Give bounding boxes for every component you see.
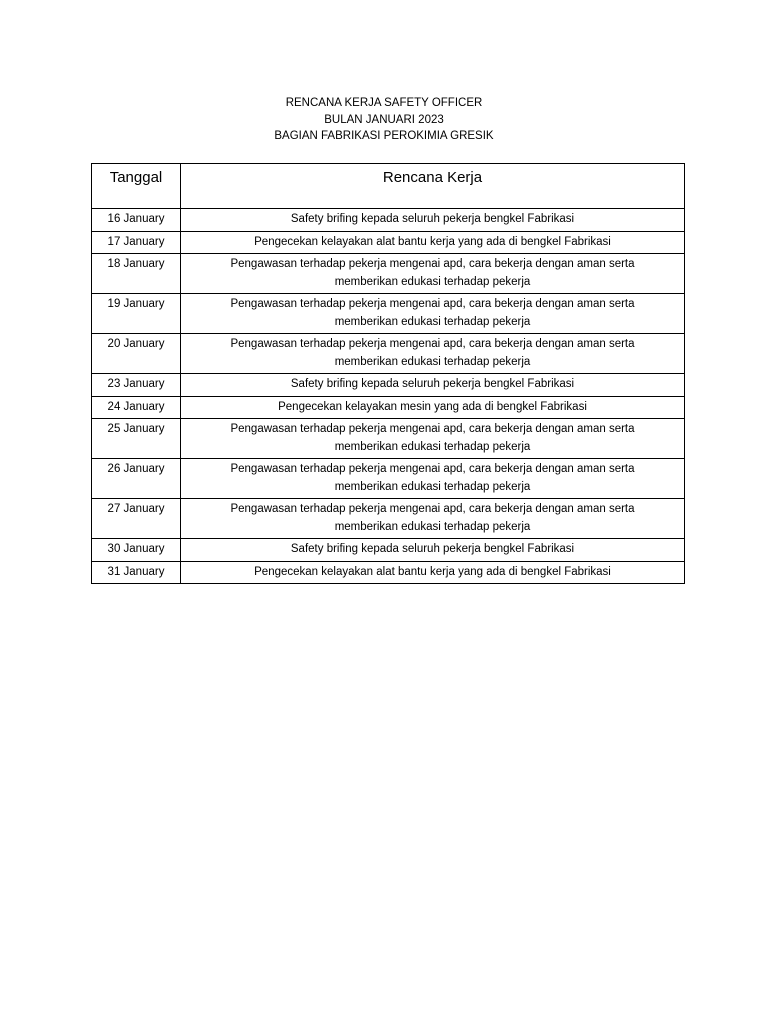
row-date: 31 January bbox=[92, 561, 181, 584]
table-row bbox=[92, 561, 685, 584]
row-plan: Pengecekan kelayakan alat bantu kerja yang ada di bengkel Fabrikasi bbox=[181, 561, 685, 584]
row-date: 27 January bbox=[92, 499, 181, 539]
row-date: 24 January bbox=[92, 396, 181, 419]
header-title: RENCANA KERJA SAFETY OFFICER bbox=[285, 97, 483, 109]
table-row bbox=[92, 334, 685, 374]
table-row bbox=[92, 396, 685, 419]
table-row bbox=[92, 294, 685, 334]
table-header bbox=[92, 164, 685, 209]
row-plan: Pengecekan kelayakan mesin yang ada di bengkel Fabrikasi bbox=[181, 396, 685, 419]
table-row bbox=[92, 459, 685, 499]
column-header-plan: Rencana Kerja bbox=[181, 164, 685, 209]
header-month: BULAN JANUARI 2023 bbox=[324, 113, 444, 126]
row-date: 16 January bbox=[92, 209, 181, 232]
row-plan: Pengawasan terhadap pekerja mengenai apd, cara bekerja dengan aman serta memberikan edukasi terhadap pekerja bbox=[181, 334, 685, 374]
document-header bbox=[0, 95, 768, 145]
row-date: 23 January bbox=[92, 374, 181, 397]
row-plan: Pengawasan terhadap pekerja mengenai apd, cara bekerja dengan aman serta memberikan edukasi terhadap pekerja bbox=[181, 294, 685, 334]
table-row bbox=[92, 419, 685, 459]
row-plan: Pengawasan terhadap pekerja mengenai apd, cara bekerja dengan aman serta memberikan edukasi terhadap pekerja bbox=[181, 254, 685, 294]
table-row bbox=[92, 254, 685, 294]
row-date: 17 January bbox=[92, 231, 181, 254]
table-body bbox=[92, 209, 685, 584]
row-plan: Pengawasan terhadap pekerja mengenai apd, cara bekerja dengan aman serta memberikan edukasi terhadap pekerja bbox=[181, 459, 685, 499]
row-date: 20 January bbox=[92, 334, 181, 374]
table-row bbox=[92, 231, 685, 254]
table-row bbox=[92, 209, 685, 232]
row-date: 30 January bbox=[92, 539, 181, 562]
table-row bbox=[92, 499, 685, 539]
table-row bbox=[92, 374, 685, 397]
column-header-date: Tanggal bbox=[92, 164, 181, 209]
row-date: 18 January bbox=[92, 254, 181, 294]
row-date: 26 January bbox=[92, 459, 181, 499]
row-plan: Pengawasan terhadap pekerja mengenai apd, cara bekerja dengan aman serta memberikan edukasi terhadap pekerja bbox=[181, 499, 685, 539]
table-row bbox=[92, 539, 685, 562]
row-plan: Safety brifing kepada seluruh pekerja bengkel Fabrikasi bbox=[181, 374, 685, 397]
row-plan: Pengecekan kelayakan alat bantu kerja yang ada di bengkel Fabrikasi bbox=[181, 231, 685, 254]
row-date: 19 January bbox=[92, 294, 181, 334]
work-plan-table bbox=[91, 163, 685, 584]
row-plan: Safety brifing kepada seluruh pekerja bengkel Fabrikasi bbox=[181, 539, 685, 562]
table-header-row bbox=[92, 164, 685, 209]
header-department: BAGIAN FABRIKASI PEROKIMIA GRESIK bbox=[274, 130, 494, 142]
row-date: 25 January bbox=[92, 419, 181, 459]
row-plan: Safety brifing kepada seluruh pekerja bengkel Fabrikasi bbox=[181, 209, 685, 232]
row-plan: Pengawasan terhadap pekerja mengenai apd, cara bekerja dengan aman serta memberikan edukasi terhadap pekerja bbox=[181, 419, 685, 459]
